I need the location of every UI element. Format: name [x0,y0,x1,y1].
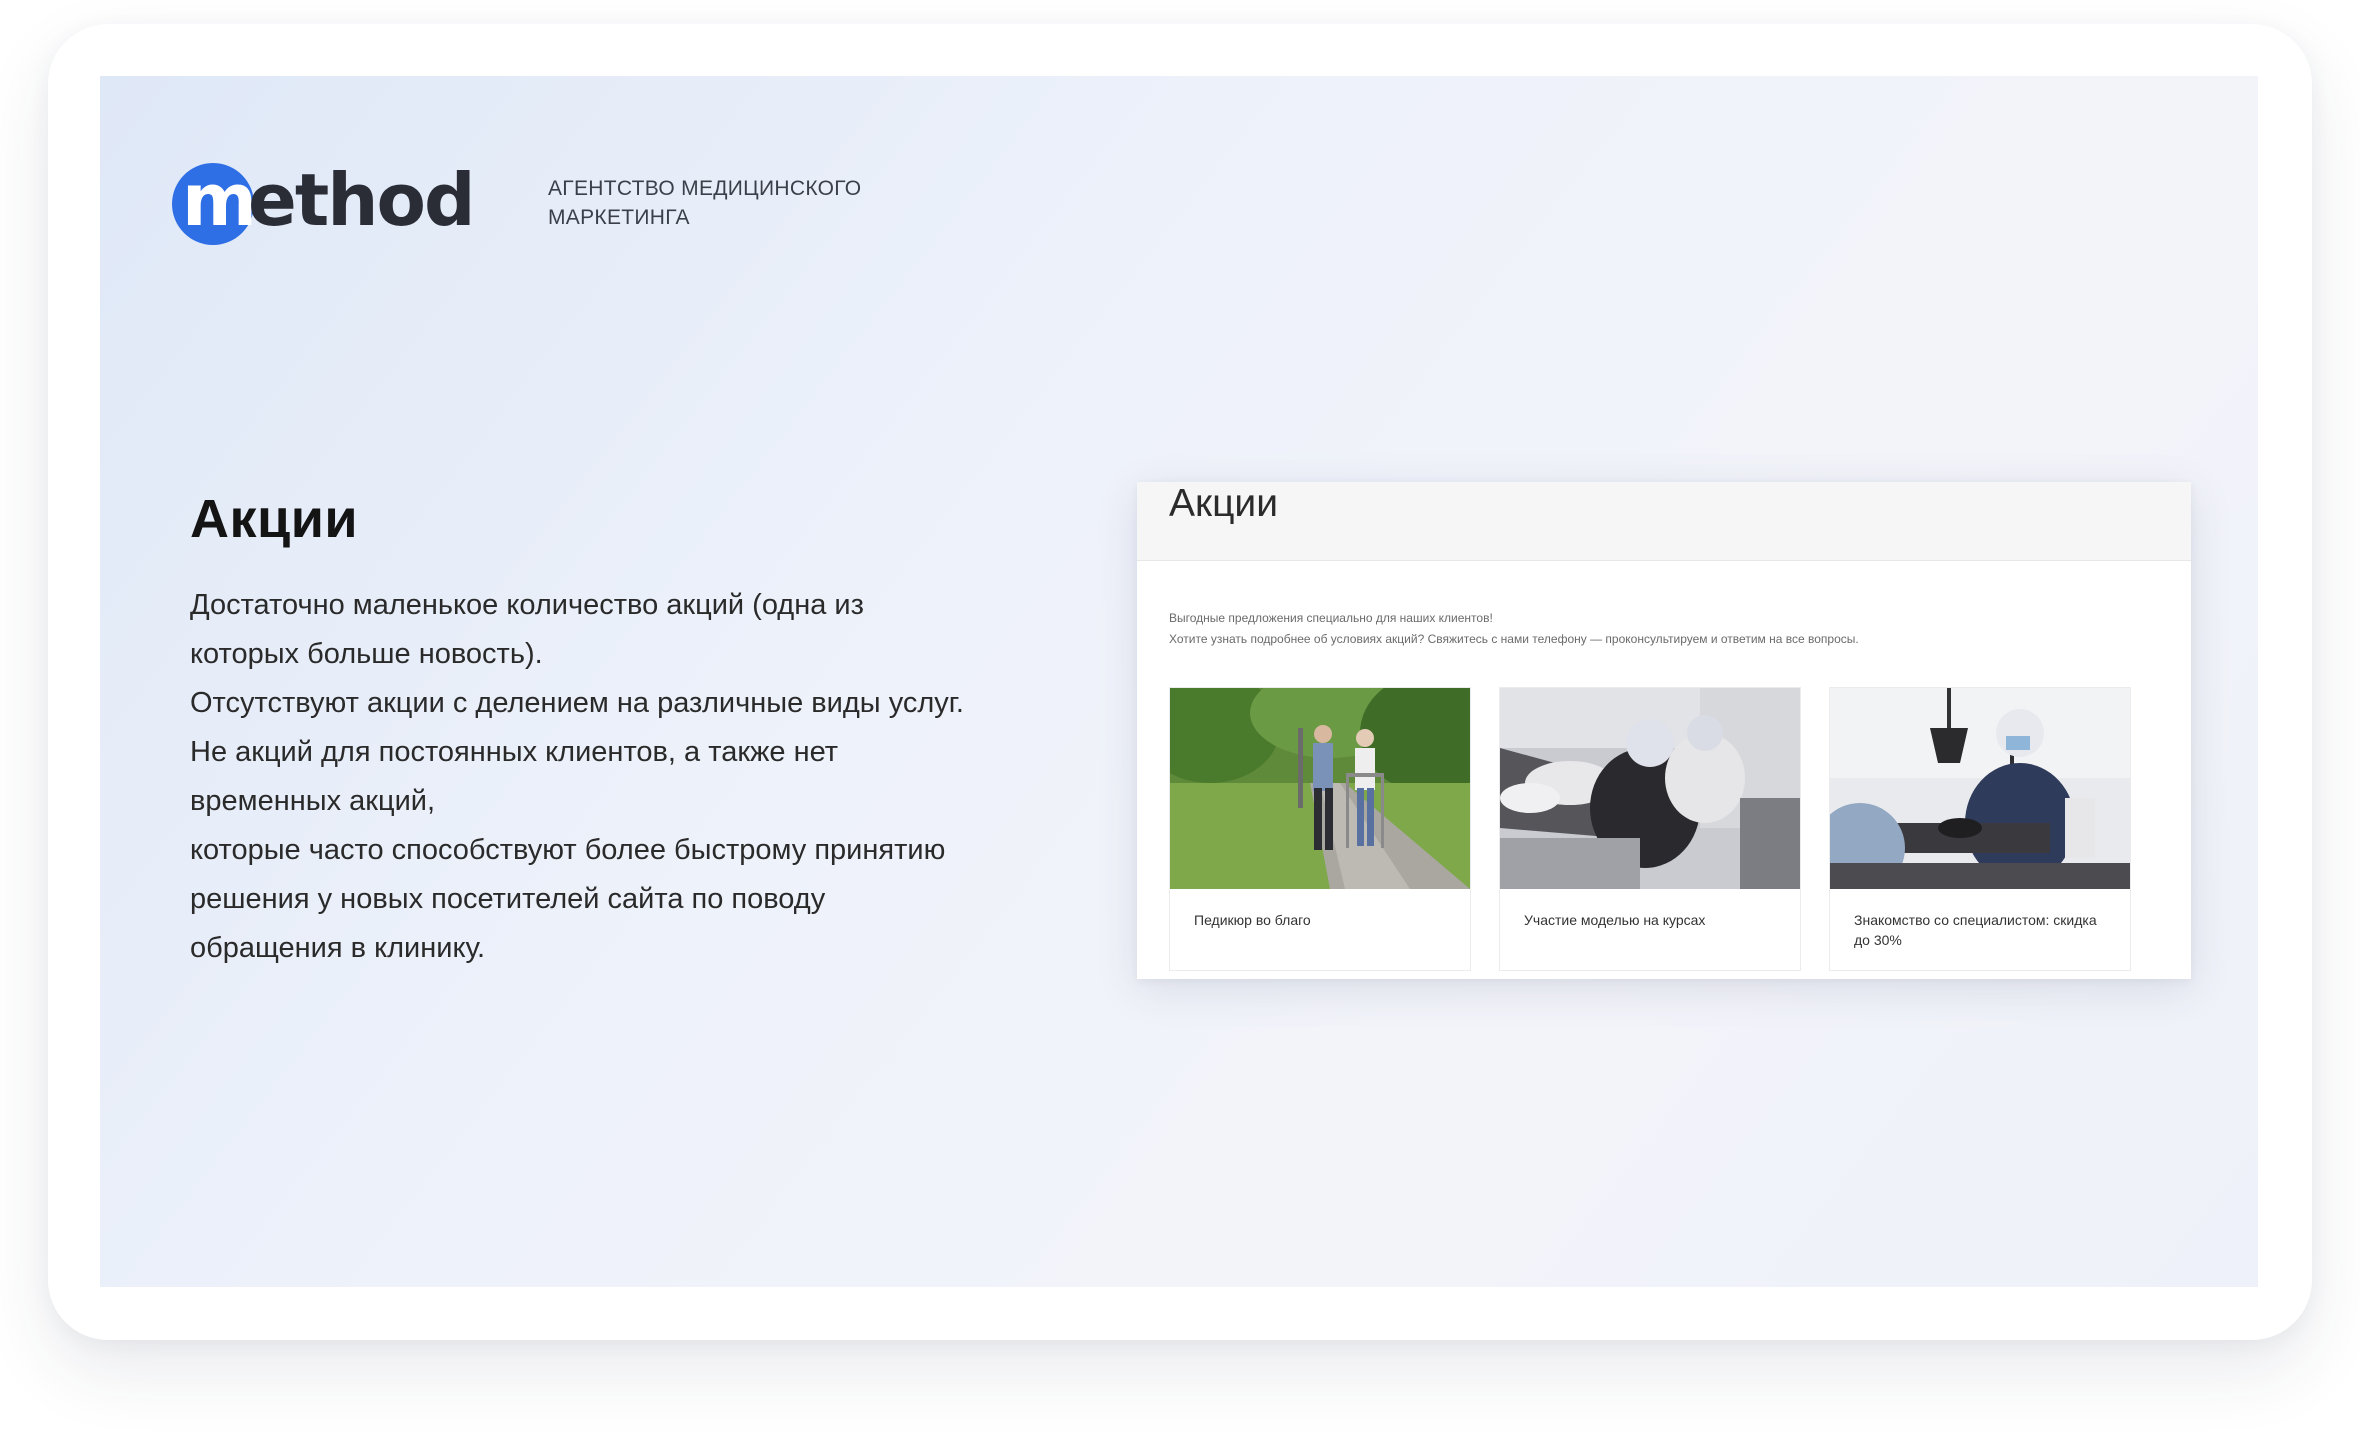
website-screenshot [1137,482,2191,979]
body-line: временных акций, [190,785,436,817]
tagline-line: МАРКЕТИНГА [548,206,690,229]
logo-wordmark [172,158,474,248]
intro-line: Выгодные предложения специально для наших клиентов! [1169,611,1493,625]
slide-body-text [190,581,1090,973]
method-logo [172,158,862,248]
screenshot-title: Акции [1169,482,1278,525]
promo-card-caption[interactable]: Участие моделью на курсах [1524,912,1706,928]
tagline-line: АГЕНТСТВО МЕДИЦИНСКОГО [548,177,862,200]
promo-card-image[interactable] [1830,688,2130,889]
intro-line: Хотите узнать подробнее об условиях акций? Свяжитесь с нами телефону — проконсультируем и ответим на все вопросы. [1169,632,1859,646]
body-line: которые часто способствуют более быстрому принятию [190,834,946,866]
promo-card[interactable] [1169,687,1471,971]
promo-card-image[interactable] [1170,688,1470,889]
body-line: обращения в клинику. [190,932,486,964]
promo-card-caption[interactable]: Педикюр во благо [1194,912,1311,928]
screenshot-header [1137,482,2191,561]
slide-heading: Акции [190,489,359,549]
promo-card-caption[interactable]: Знакомство со специалистом: скидка до 30% [1854,912,2097,948]
slide [100,76,2258,1287]
promo-card[interactable] [1829,687,2131,971]
body-line: Достаточно маленькое количество акций (одна из [190,589,864,621]
logo-word-rest: ethod [248,158,474,242]
body-line: Не акций для постоянных клиентов, а также нет [190,736,839,768]
screenshot-intro [1169,608,1859,650]
body-line: Отсутствуют акции с делением на различные виды услуг. [190,687,964,719]
logo-tagline [548,174,908,232]
body-line: которых больше новость). [190,638,543,670]
logo-letter-m: m [182,158,256,242]
body-line: решения у новых посетителей сайта по поводу [190,883,826,915]
promo-card[interactable] [1499,687,1801,971]
promo-card-image[interactable] [1500,688,1800,889]
